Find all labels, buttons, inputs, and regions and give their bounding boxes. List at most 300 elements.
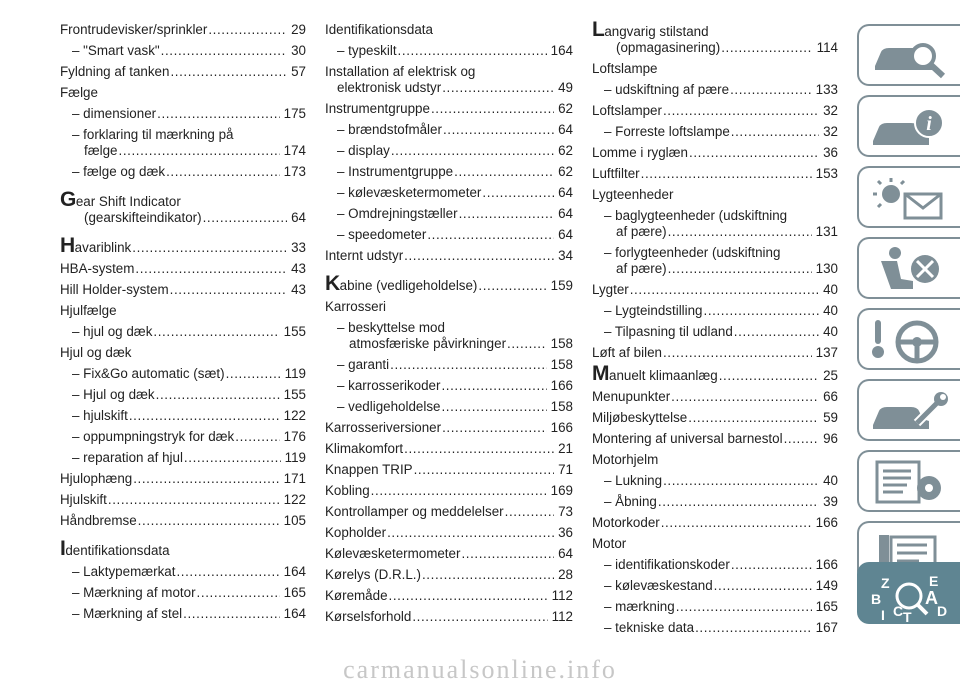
index-entry[interactable]	[592, 18, 838, 56]
page-number: 166	[550, 420, 573, 435]
index-entry[interactable]	[592, 452, 838, 468]
index-entry-line	[60, 429, 306, 445]
index-entry-text: – reparation af hjul	[72, 450, 183, 465]
index-entry[interactable]	[592, 303, 838, 319]
index-entry[interactable]	[325, 525, 573, 541]
index-entry[interactable]	[60, 513, 306, 529]
index-entry[interactable]	[325, 206, 573, 222]
page-number: 28	[558, 567, 573, 582]
index-entry[interactable]	[592, 389, 838, 405]
page-number: 164	[283, 564, 306, 579]
index-entry[interactable]	[60, 429, 306, 445]
page-number: 149	[815, 578, 838, 593]
index-entry-text: Manuelt klimaanlæg	[592, 362, 718, 385]
index-entry-text: – forlygteenheder (udskiftning	[604, 245, 781, 260]
index-column-3	[592, 18, 838, 641]
leader-dots	[176, 564, 279, 580]
index-entry-line	[60, 143, 306, 159]
index-entry-line	[325, 588, 573, 604]
index-entry[interactable]	[592, 473, 838, 489]
index-letter: A	[925, 588, 938, 608]
index-heading	[592, 187, 838, 203]
page-number: 153	[815, 166, 838, 181]
index-entry-text: angvarig stilstand	[604, 24, 709, 39]
leader-dots	[689, 145, 819, 161]
index-entry[interactable]	[60, 537, 306, 560]
leader-dots	[454, 164, 554, 180]
leader-dots	[695, 620, 812, 636]
index-entry-line	[325, 227, 573, 243]
index-entry[interactable]	[60, 324, 306, 340]
index-heading-text: Identifikationsdata	[325, 22, 433, 37]
index-entry[interactable]	[592, 166, 838, 182]
index-entry-text: Fyldning af tanken	[60, 64, 170, 79]
index-entry-line	[325, 609, 573, 625]
index-entry-text: – Laktypemærkat	[72, 564, 176, 579]
leader-dots	[658, 494, 819, 510]
leader-dots	[507, 336, 547, 352]
index-entry-text: – Lygteindstilling	[604, 303, 703, 318]
leader-dots	[132, 240, 287, 256]
index-entry[interactable]	[592, 208, 838, 240]
index-entry-text: Montering af universal barnestol	[592, 431, 783, 446]
page-number: 36	[558, 525, 573, 540]
index-entry[interactable]	[325, 122, 573, 138]
index-entry-line	[592, 261, 838, 277]
index-entry[interactable]	[325, 101, 573, 117]
page-number: 64	[558, 185, 573, 200]
index-entry-line	[325, 80, 573, 96]
index-entry[interactable]	[325, 546, 573, 562]
index-entry-line	[592, 103, 838, 119]
initial-letter: L	[592, 18, 605, 41]
index-heading-text: Loftslampe	[592, 61, 658, 76]
index-entry[interactable]	[60, 471, 306, 487]
index-entry[interactable]	[592, 145, 838, 161]
page-number: 175	[283, 106, 306, 121]
index-entry-line	[592, 362, 838, 385]
index-entry-line	[60, 492, 306, 508]
index-entry-text: Frontrudevisker/sprinkler	[60, 22, 208, 37]
leader-dots	[170, 282, 287, 298]
index-entry[interactable]	[592, 599, 838, 615]
index-entry-line	[60, 471, 306, 487]
index-entry[interactable]	[592, 494, 838, 510]
index-entry-line	[325, 546, 573, 562]
index-entry-line	[60, 234, 306, 257]
index-entry-line	[592, 18, 838, 41]
index-entry[interactable]	[60, 261, 306, 277]
leader-dots	[135, 261, 287, 277]
index-entry-text: – brændstofmåler	[337, 122, 442, 137]
index-entry-line	[325, 504, 573, 520]
index-entry[interactable]	[592, 431, 838, 447]
index-entry[interactable]	[60, 106, 306, 122]
index-entry-line	[592, 578, 838, 594]
initial-letter: M	[592, 362, 609, 385]
index-heading	[60, 303, 306, 319]
index-entry[interactable]	[592, 578, 838, 594]
page-number: 119	[284, 450, 306, 465]
index-entry-text: – Fix&Go automatic (sæt)	[72, 366, 225, 381]
index-entry-text: – hjul og dæk	[72, 324, 153, 339]
leader-dots	[197, 585, 280, 601]
index-entry[interactable]	[60, 127, 306, 159]
page-number: 119	[284, 366, 306, 381]
index-entry-line	[592, 245, 838, 261]
index-entry-text: – mærkning	[604, 599, 675, 614]
index-entry-line	[325, 357, 573, 373]
index-heading-text: Fælge	[60, 85, 98, 100]
index-entry[interactable]	[325, 143, 573, 159]
leader-dots	[203, 210, 288, 226]
index-entry-line	[592, 282, 838, 298]
page-number: 32	[823, 103, 838, 118]
index-entry-line	[325, 185, 573, 201]
index-entry-line	[325, 441, 573, 457]
index-entry-line	[592, 208, 838, 224]
index-entry-line	[592, 82, 838, 98]
initial-letter: I	[60, 537, 66, 560]
index-heading	[592, 536, 838, 552]
index-entry[interactable]	[325, 64, 573, 96]
index-entry-line	[60, 127, 306, 143]
index-entry-line	[325, 164, 573, 180]
index-entry[interactable]	[592, 557, 838, 573]
index-entry-text: Installation af elektrisk og	[325, 64, 476, 79]
leader-dots	[663, 473, 819, 489]
index-entry-line	[325, 483, 573, 499]
page-number: 29	[291, 22, 306, 37]
leader-dots	[156, 387, 280, 403]
index-entry-text: – kølevæsketermometer	[337, 185, 482, 200]
index-entry[interactable]	[325, 378, 573, 394]
index-entry-line	[60, 164, 306, 180]
index-entry[interactable]	[592, 345, 838, 361]
index-letter: D	[937, 603, 948, 619]
leader-dots	[153, 324, 279, 340]
tab-index-letters[interactable]	[857, 562, 960, 624]
leader-dots	[784, 431, 820, 447]
index-entry-text: HBA-system	[60, 261, 135, 276]
index-entry[interactable]	[592, 187, 838, 203]
index-entry-line	[325, 378, 573, 394]
index-entry[interactable]	[60, 492, 306, 508]
index-heading	[592, 452, 838, 468]
car-search-icon	[867, 32, 953, 80]
index-entry[interactable]	[592, 82, 838, 98]
index-entry[interactable]	[60, 85, 306, 101]
leader-dots	[414, 462, 554, 478]
page-number: 167	[815, 620, 838, 635]
index-entry-line	[325, 143, 573, 159]
index-entry[interactable]	[325, 320, 573, 352]
index-entry[interactable]	[60, 366, 306, 382]
index-entry-line	[592, 166, 838, 182]
index-entry-line	[60, 106, 306, 122]
leader-dots	[208, 22, 287, 38]
page-number: 155	[283, 387, 306, 402]
index-entry[interactable]	[325, 609, 573, 625]
index-entry-text: Kørselsforhold	[325, 609, 412, 624]
leader-dots	[441, 378, 546, 394]
index-entry[interactable]	[592, 362, 838, 385]
index-entry-text: Kontrollamper og meddelelser	[325, 504, 504, 519]
index-entry-line	[592, 473, 838, 489]
car-wrench-icon	[867, 387, 953, 435]
index-entry-text: Klimakomfort	[325, 441, 404, 456]
index-entry-text: Hjulskift	[60, 492, 107, 507]
index-entry-text: Miljøbeskyttelse	[592, 410, 688, 425]
index-heading-text: Motorhjelm	[592, 452, 659, 467]
page-number: 43	[291, 282, 306, 297]
index-entry[interactable]	[325, 588, 573, 604]
index-entry[interactable]	[592, 620, 838, 636]
leader-dots	[183, 606, 280, 622]
leader-dots	[422, 567, 554, 583]
leader-dots	[391, 143, 554, 159]
leader-dots	[138, 513, 280, 529]
index-entry-line	[592, 431, 838, 447]
leader-dots	[442, 420, 547, 436]
index-entry-text: Kopholder	[325, 525, 387, 540]
tab-car-info[interactable]	[857, 95, 960, 157]
steering-wheel-icon	[867, 316, 953, 364]
index-entry[interactable]	[60, 43, 306, 59]
index-entry-text: – garanti	[337, 357, 390, 372]
index-entry[interactable]	[325, 164, 573, 180]
leader-dots	[661, 515, 812, 531]
index-entry-text: af pære)	[616, 224, 667, 239]
leader-dots	[235, 429, 279, 445]
index-entry-line	[60, 585, 306, 601]
page-number: 64	[558, 206, 573, 221]
specs-gear-icon	[867, 458, 953, 506]
leader-dots	[431, 101, 554, 117]
leader-dots	[719, 368, 819, 384]
leader-dots	[714, 578, 812, 594]
tab-car-wrench[interactable]	[857, 379, 960, 441]
page-number: 122	[283, 492, 306, 507]
index-entry-text: Kørelys (D.R.L.)	[325, 567, 421, 582]
index-entry-text: – Mærkning af motor	[72, 585, 196, 600]
index-entry[interactable]	[325, 567, 573, 583]
leader-dots	[129, 408, 280, 424]
index-entry[interactable]	[592, 124, 838, 140]
index-heading-text: Hjul og dæk	[60, 345, 132, 360]
index-entry[interactable]	[325, 357, 573, 373]
index-entry-text: – fælge og dæk	[72, 164, 166, 179]
index-entry[interactable]	[60, 450, 306, 466]
index-entry-text: Internt udstyr	[325, 248, 404, 263]
index-entry-text: – baglygteenheder (udskiftning	[604, 208, 788, 223]
tab-airbag-seat[interactable]	[857, 237, 960, 299]
index-entry-line	[592, 557, 838, 573]
index-entry[interactable]	[325, 22, 573, 38]
tab-warning-lights[interactable]	[857, 166, 960, 228]
index-entry-line	[325, 248, 573, 264]
leader-dots	[371, 483, 547, 499]
index-entry[interactable]	[325, 399, 573, 415]
leader-dots	[441, 399, 546, 415]
leader-dots	[478, 278, 546, 294]
index-entry-line	[325, 567, 573, 583]
index-entry-text: Kølevæsketermometer	[325, 546, 461, 561]
index-entry[interactable]	[325, 248, 573, 264]
leader-dots	[387, 525, 554, 541]
index-entry-text: – identifikationskoder	[604, 557, 730, 572]
leader-dots	[734, 324, 819, 340]
index-entry[interactable]	[592, 61, 838, 77]
tab-steering-wheel[interactable]	[857, 308, 960, 370]
index-entry[interactable]	[325, 462, 573, 478]
index-entry-line	[60, 408, 306, 424]
index-entry-line	[592, 410, 838, 426]
index-entry[interactable]	[60, 408, 306, 424]
index-entry[interactable]	[60, 387, 306, 403]
index-letter: I	[881, 607, 885, 622]
index-entry-text: – Omdrejningstæller	[337, 206, 458, 221]
index-entry-text: Loftslamper	[592, 103, 662, 118]
page-number: 166	[815, 557, 838, 572]
index-column-2	[325, 22, 573, 630]
index-entry-line	[592, 124, 838, 140]
index-entry-line	[325, 462, 573, 478]
index-entry[interactable]	[60, 564, 306, 580]
index-entry-text: – karrosserikoder	[337, 378, 441, 393]
page-number: 66	[823, 389, 838, 404]
page-number: 30	[291, 43, 306, 58]
page-number: 33	[291, 240, 306, 255]
index-entry[interactable]	[325, 420, 573, 436]
page-number: 21	[558, 441, 573, 456]
index-entry-text: – hjulskift	[72, 408, 128, 423]
index-entry[interactable]	[325, 441, 573, 457]
index-entry-text: – tekniske data	[604, 620, 695, 635]
index-entry[interactable]	[60, 22, 306, 38]
page-number: 34	[558, 248, 573, 263]
page-number: 166	[815, 515, 838, 530]
index-entry[interactable]	[60, 303, 306, 319]
index-entry-line	[60, 564, 306, 580]
index-entry-text: Hjulophæng	[60, 471, 133, 486]
index-entry-line	[325, 122, 573, 138]
index-entry[interactable]	[592, 536, 838, 552]
index-entry-line	[592, 620, 838, 636]
index-entry-text: Kabine (vedligeholdelse)	[325, 272, 478, 295]
index-entry[interactable]	[325, 272, 573, 295]
index-letter: E	[929, 573, 939, 589]
index-entry[interactable]	[592, 515, 838, 531]
index-entry[interactable]	[325, 483, 573, 499]
index-entry-line	[592, 599, 838, 615]
index-entry[interactable]	[60, 188, 306, 226]
leader-dots	[482, 185, 554, 201]
index-entry[interactable]	[325, 299, 573, 315]
index-entry[interactable]	[60, 64, 306, 80]
index-entry-text: ear Shift Indicator	[75, 194, 181, 209]
leader-dots	[226, 366, 281, 382]
index-entry-text: – udskiftning af pære	[604, 82, 730, 97]
page-number: 96	[823, 431, 838, 446]
index-entry-line	[592, 303, 838, 319]
page-number: 122	[283, 408, 306, 423]
index-entry-line	[60, 366, 306, 382]
index-entry-text: – Åbning	[604, 494, 657, 509]
index-entry[interactable]	[592, 324, 838, 340]
page-number: 171	[283, 471, 306, 486]
index-entry[interactable]	[325, 504, 573, 520]
page-number: 169	[550, 483, 573, 498]
car-info-icon	[867, 103, 953, 151]
index-entry[interactable]	[592, 245, 838, 277]
leader-dots	[443, 122, 554, 138]
leader-dots	[731, 124, 819, 140]
page-number: 39	[823, 494, 838, 509]
index-entry[interactable]	[60, 345, 306, 361]
index-entry[interactable]	[325, 185, 573, 201]
index-entry[interactable]	[325, 43, 573, 59]
airbag-seat-icon	[867, 245, 953, 293]
index-entry-line	[60, 450, 306, 466]
page-number: 166	[550, 378, 573, 393]
index-entry[interactable]	[592, 410, 838, 426]
index-entry-text: – display	[337, 143, 390, 158]
tab-car-search[interactable]	[857, 24, 960, 86]
page-number: 131	[815, 224, 838, 239]
index-entry[interactable]	[325, 227, 573, 243]
index-heading-text: Motor	[592, 536, 627, 551]
index-entry[interactable]	[592, 103, 838, 119]
initial-letter: H	[60, 234, 75, 257]
index-entry[interactable]	[592, 282, 838, 298]
index-entry-text: – typeskilt	[337, 43, 397, 58]
index-entry[interactable]	[60, 234, 306, 257]
index-entry-line	[325, 336, 573, 352]
page-number: 105	[283, 513, 306, 528]
index-entry-line	[60, 210, 306, 226]
index-entry-line	[592, 345, 838, 361]
index-entry[interactable]	[60, 282, 306, 298]
index-entry-text: – Instrumentgruppe	[337, 164, 454, 179]
index-entry-text: Kobling	[325, 483, 370, 498]
index-entry-line	[325, 272, 573, 295]
index-entry-line	[60, 188, 306, 211]
index-letter: T	[903, 609, 912, 622]
index-entry-text: – Tilpasning til udland	[604, 324, 733, 339]
index-entry-line	[325, 64, 573, 80]
leader-dots	[704, 303, 820, 319]
leader-dots	[461, 546, 554, 562]
page-number: 25	[823, 368, 838, 383]
tab-specs-gear[interactable]	[857, 450, 960, 512]
leader-dots	[389, 588, 548, 604]
index-entry-line	[60, 282, 306, 298]
index-entry-text: fælge	[84, 143, 118, 158]
index-entry-text: elektronisk udstyr	[337, 80, 442, 95]
page-number: 62	[558, 143, 573, 158]
index-entry[interactable]	[60, 164, 306, 180]
page-number: 40	[823, 282, 838, 297]
leader-dots	[671, 389, 819, 405]
index-entry-text: – Lukning	[604, 473, 663, 488]
page-number: 165	[815, 599, 838, 614]
page-number: 158	[550, 336, 573, 351]
index-entry-line	[325, 320, 573, 336]
index-entry[interactable]	[60, 606, 306, 622]
index-heading	[60, 537, 306, 560]
index-entry[interactable]	[60, 585, 306, 601]
